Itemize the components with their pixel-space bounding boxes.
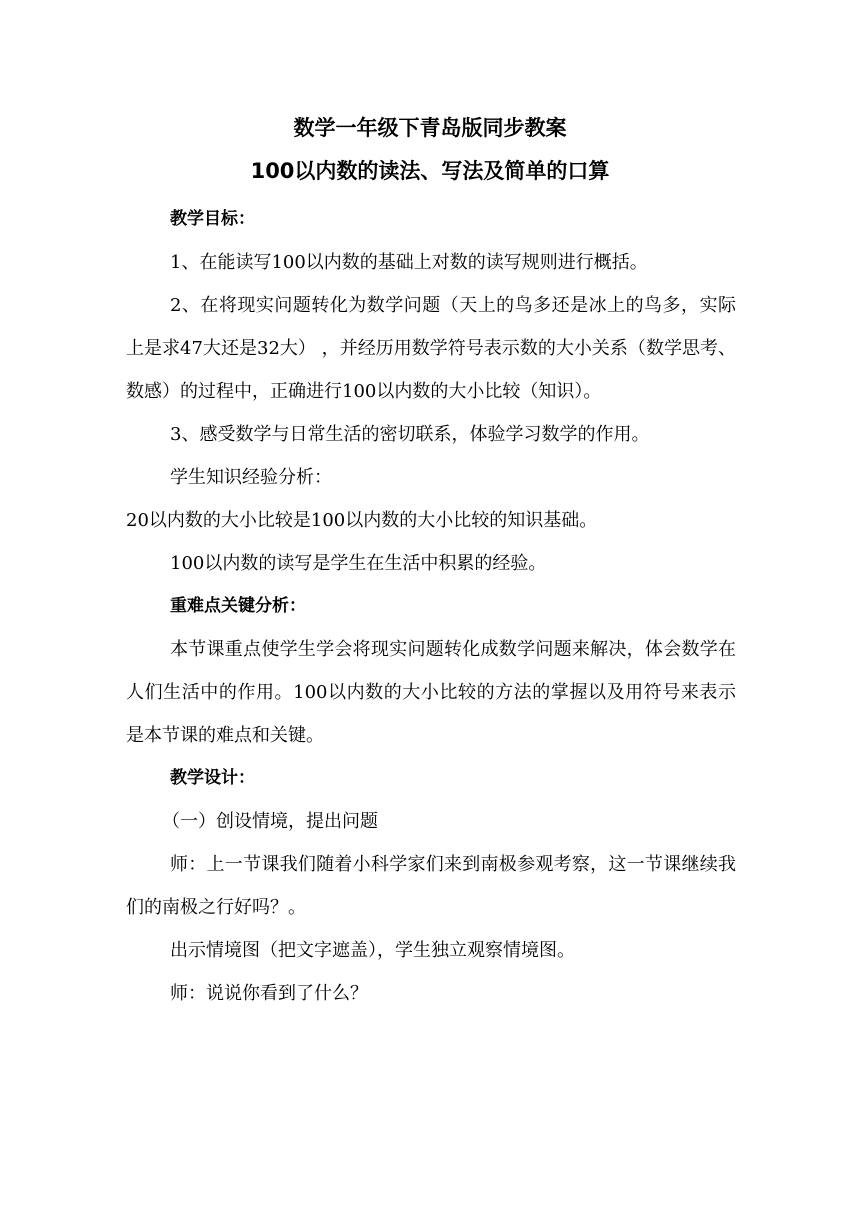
design-heading: 教学设计： bbox=[170, 768, 255, 788]
goal-3-paragraph: 3、感受数学与日常生活的密切联系，体验学习数学的作用。 bbox=[170, 424, 650, 445]
document-subtitle: 100以内数的读法、写法及简单的口算 bbox=[250, 159, 610, 183]
analysis-heading: 学生知识经验分析： bbox=[170, 467, 332, 488]
key-points-paragraph: 本节课重点使学生学会将现实问题转化成数学问题来解决，体会数学在人们生活中的作用。100以内数的大小比较的方法的掌握以及用符号来表示是本节课的难点和关键。 bbox=[126, 639, 736, 746]
design-teacher-1: 师：上一节课我们随着小科学家们来到南极参观考察，这一节课继续我们的南极之行好吗？。 bbox=[126, 854, 736, 918]
design-teacher-2: 师：说说你看到了什么？ bbox=[170, 983, 368, 1004]
key-points-heading: 重难点关键分析： bbox=[170, 596, 306, 616]
document-body bbox=[126, 198, 736, 1015]
design-step-1: （一）创设情境，提出问题 bbox=[162, 811, 378, 832]
goal-2-paragraph: 2、在将现实问题转化为数学问题（天上的鸟多还是冰上的鸟多，实际上是求47大还是32大） ，并经历用数学符号表示数的大小关系（数学思考、数感）的过程中，正确进行100以内数的大小比较（知识）。 bbox=[126, 295, 736, 402]
goal-1-paragraph: 1、在能读写100以内数的基础上对数的读写规则进行概括。 bbox=[170, 252, 648, 273]
design-show-paragraph: 出示情境图（把文字遮盖），学生独立观察情境图。 bbox=[170, 940, 575, 961]
document-title: 数学一年级下青岛版同步教案 bbox=[293, 116, 567, 140]
analysis-paragraph-1: 20以内数的大小比较是100以内数的大小比较的知识基础。 bbox=[126, 510, 598, 531]
goals-heading: 教学目标： bbox=[170, 209, 255, 229]
analysis-paragraph-2: 100以内数的读写是学生在生活中积累的经验。 bbox=[170, 553, 547, 574]
